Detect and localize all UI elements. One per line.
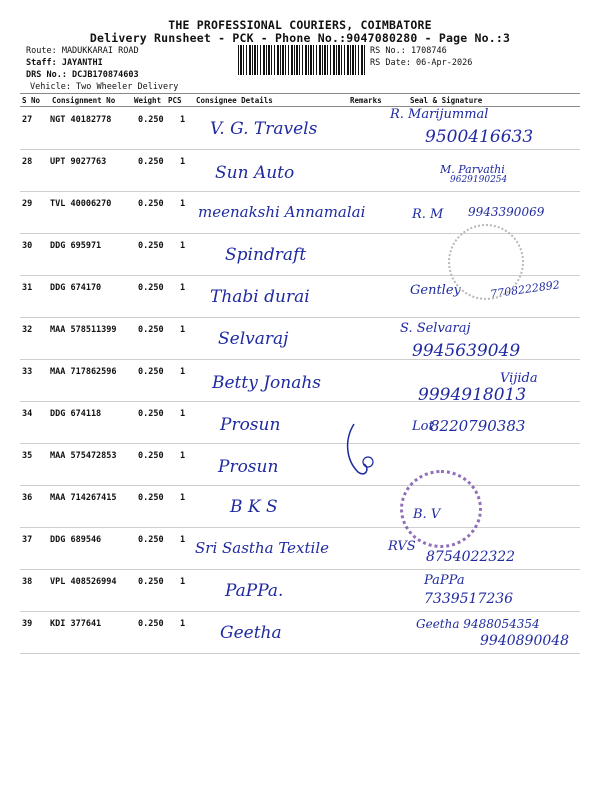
row-consignee: B K S <box>230 497 278 517</box>
row-pcs: 1 <box>180 325 186 335</box>
row-consignee: meenakshi Annamalai <box>198 203 366 221</box>
row-consignee: Sri Sastha Textile <box>195 539 330 557</box>
col-consignment: Consignment No <box>52 96 116 105</box>
row-sno: 34 <box>22 409 33 419</box>
col-pcs: PCS <box>168 96 182 105</box>
row-consignment: MAA 575472853 <box>50 451 117 461</box>
table-row <box>20 485 580 528</box>
row-pcs: 1 <box>180 493 186 503</box>
table-row <box>20 443 580 486</box>
rs-date-label: RS Date: 06-Apr-2026 <box>370 58 473 68</box>
row-consignment: DDG 674118 <box>50 409 102 419</box>
row-consignment: DDG 674170 <box>50 283 102 293</box>
row-consignee: Prosun <box>220 415 281 435</box>
row-sno: 37 <box>22 535 33 545</box>
row-signature: R. M <box>412 207 444 222</box>
row-pcs: 1 <box>180 241 186 251</box>
col-remarks: Remarks <box>350 96 382 105</box>
row-signature: R. Marijummal <box>390 107 489 122</box>
row-signature: Lot <box>412 419 434 434</box>
row-consignee: Thabi durai <box>210 287 310 307</box>
row-consignee: Prosun <box>218 457 279 477</box>
row-consignment: MAA 714267415 <box>50 493 117 503</box>
row-consignee: Betty Jonahs <box>212 373 322 393</box>
company-title: THE PROFESSIONAL COURIERS, COIMBATORE <box>168 18 432 32</box>
row-phone: 9945639049 <box>412 341 521 361</box>
row-pcs: 1 <box>180 619 186 629</box>
table-row <box>20 317 580 360</box>
row-weight: 0.250 <box>138 325 164 335</box>
route-label: Route: MADUKKARAI ROAD <box>26 46 139 56</box>
row-weight: 0.250 <box>138 283 164 293</box>
seal-stamp-purple <box>400 470 482 548</box>
row-consignee: PaPPa. <box>225 581 284 601</box>
row-consignment: KDI 377641 <box>50 619 102 629</box>
col-sno: S No <box>22 96 41 105</box>
row-sno: 36 <box>22 493 33 503</box>
row-phone: 9940890048 <box>480 633 570 649</box>
row-weight: 0.250 <box>138 619 164 629</box>
col-seal-signature: Seal & Signature <box>410 96 483 105</box>
row-signature: M. Parvathi <box>440 163 505 176</box>
row-phone: 9994918013 <box>418 385 527 405</box>
row-sno: 31 <box>22 283 33 293</box>
row-sno: 33 <box>22 367 33 377</box>
row-pcs: 1 <box>180 409 186 419</box>
row-pcs: 1 <box>180 157 186 167</box>
seal-stamp-grey <box>448 224 524 300</box>
row-weight: 0.250 <box>138 115 164 125</box>
row-consignment: DDG 695971 <box>50 241 102 251</box>
table-row <box>20 149 580 192</box>
row-signature: RVS <box>388 539 416 554</box>
row-consignee: Spindraft <box>225 245 307 265</box>
row-weight: 0.250 <box>138 241 164 251</box>
row-signature: S. Selvaraj <box>400 321 471 336</box>
row-sno: 32 <box>22 325 33 335</box>
row-signature: Geetha 9488054354 <box>416 617 540 631</box>
row-consignment: TVL 40006270 <box>50 199 112 209</box>
row-phone: 9629190254 <box>450 175 508 185</box>
row-consignee: V. G. Travels <box>210 119 318 139</box>
row-phone: 9943390069 <box>468 205 545 219</box>
row-sno: 27 <box>22 115 33 125</box>
row-consignment: VPL 408526994 <box>50 577 117 587</box>
row-signature: Vijida <box>500 371 538 386</box>
row-signature: PaPPa <box>424 573 465 588</box>
table-row <box>20 611 580 654</box>
row-sno: 28 <box>22 157 33 167</box>
row-phone: 8220790383 <box>430 417 526 435</box>
row-phone: 9500416633 <box>425 127 534 147</box>
row-phone: 7339517236 <box>424 591 514 607</box>
row-sno: 29 <box>22 199 33 209</box>
row-weight: 0.250 <box>138 409 164 419</box>
row-signature: Gentley <box>410 283 461 298</box>
row-pcs: 1 <box>180 535 186 545</box>
table-row <box>20 569 580 612</box>
table-row <box>20 401 580 444</box>
row-pcs: 1 <box>180 199 186 209</box>
row-weight: 0.250 <box>138 157 164 167</box>
row-weight: 0.250 <box>138 199 164 209</box>
row-pcs: 1 <box>180 367 186 377</box>
row-sno: 30 <box>22 241 33 251</box>
col-weight: Weight <box>134 96 162 105</box>
staff-label: Staff: JAYANTHI <box>26 58 103 68</box>
row-sno: 38 <box>22 577 33 587</box>
runsheet-subtitle: Delivery Runsheet - PCK - Phone No.:9047080280 - Page No.:3 <box>89 31 511 45</box>
row-pcs: 1 <box>180 451 186 461</box>
table-row <box>20 527 580 570</box>
signature-scribble <box>340 420 380 480</box>
row-consignment: MAA 717862596 <box>50 367 117 377</box>
col-consignee: Consignee Details <box>196 96 273 105</box>
row-phone: 7708222892 <box>489 278 561 301</box>
row-signature: B. V <box>413 507 441 522</box>
row-sno: 39 <box>22 619 33 629</box>
row-weight: 0.250 <box>138 367 164 377</box>
row-sno: 35 <box>22 451 33 461</box>
row-consignment: NGT 40182778 <box>50 115 112 125</box>
barcode <box>238 45 366 75</box>
row-weight: 0.250 <box>138 577 164 587</box>
row-pcs: 1 <box>180 115 186 125</box>
vehicle-label: Vehicle: Two Wheeler Delivery <box>30 82 179 92</box>
table-row <box>20 107 580 150</box>
rs-no-label: RS No.: 1708746 <box>370 46 447 56</box>
row-consignment: DDG 689546 <box>50 535 102 545</box>
header-top-rule <box>20 93 580 94</box>
row-consignee: Sun Auto <box>215 163 295 183</box>
row-pcs: 1 <box>180 283 186 293</box>
table-row <box>20 359 580 405</box>
row-weight: 0.250 <box>138 493 164 503</box>
row-weight: 0.250 <box>138 535 164 545</box>
row-consignment: MAA 578511399 <box>50 325 117 335</box>
row-weight: 0.250 <box>138 451 164 461</box>
row-consignee: Geetha <box>220 623 282 643</box>
drs-label: DRS No.: DCJB170874603 <box>26 70 139 80</box>
row-consignment: UPT 9027763 <box>50 157 107 167</box>
row-phone: 8754022322 <box>426 549 516 565</box>
row-pcs: 1 <box>180 577 186 587</box>
row-consignee: Selvaraj <box>218 329 289 349</box>
